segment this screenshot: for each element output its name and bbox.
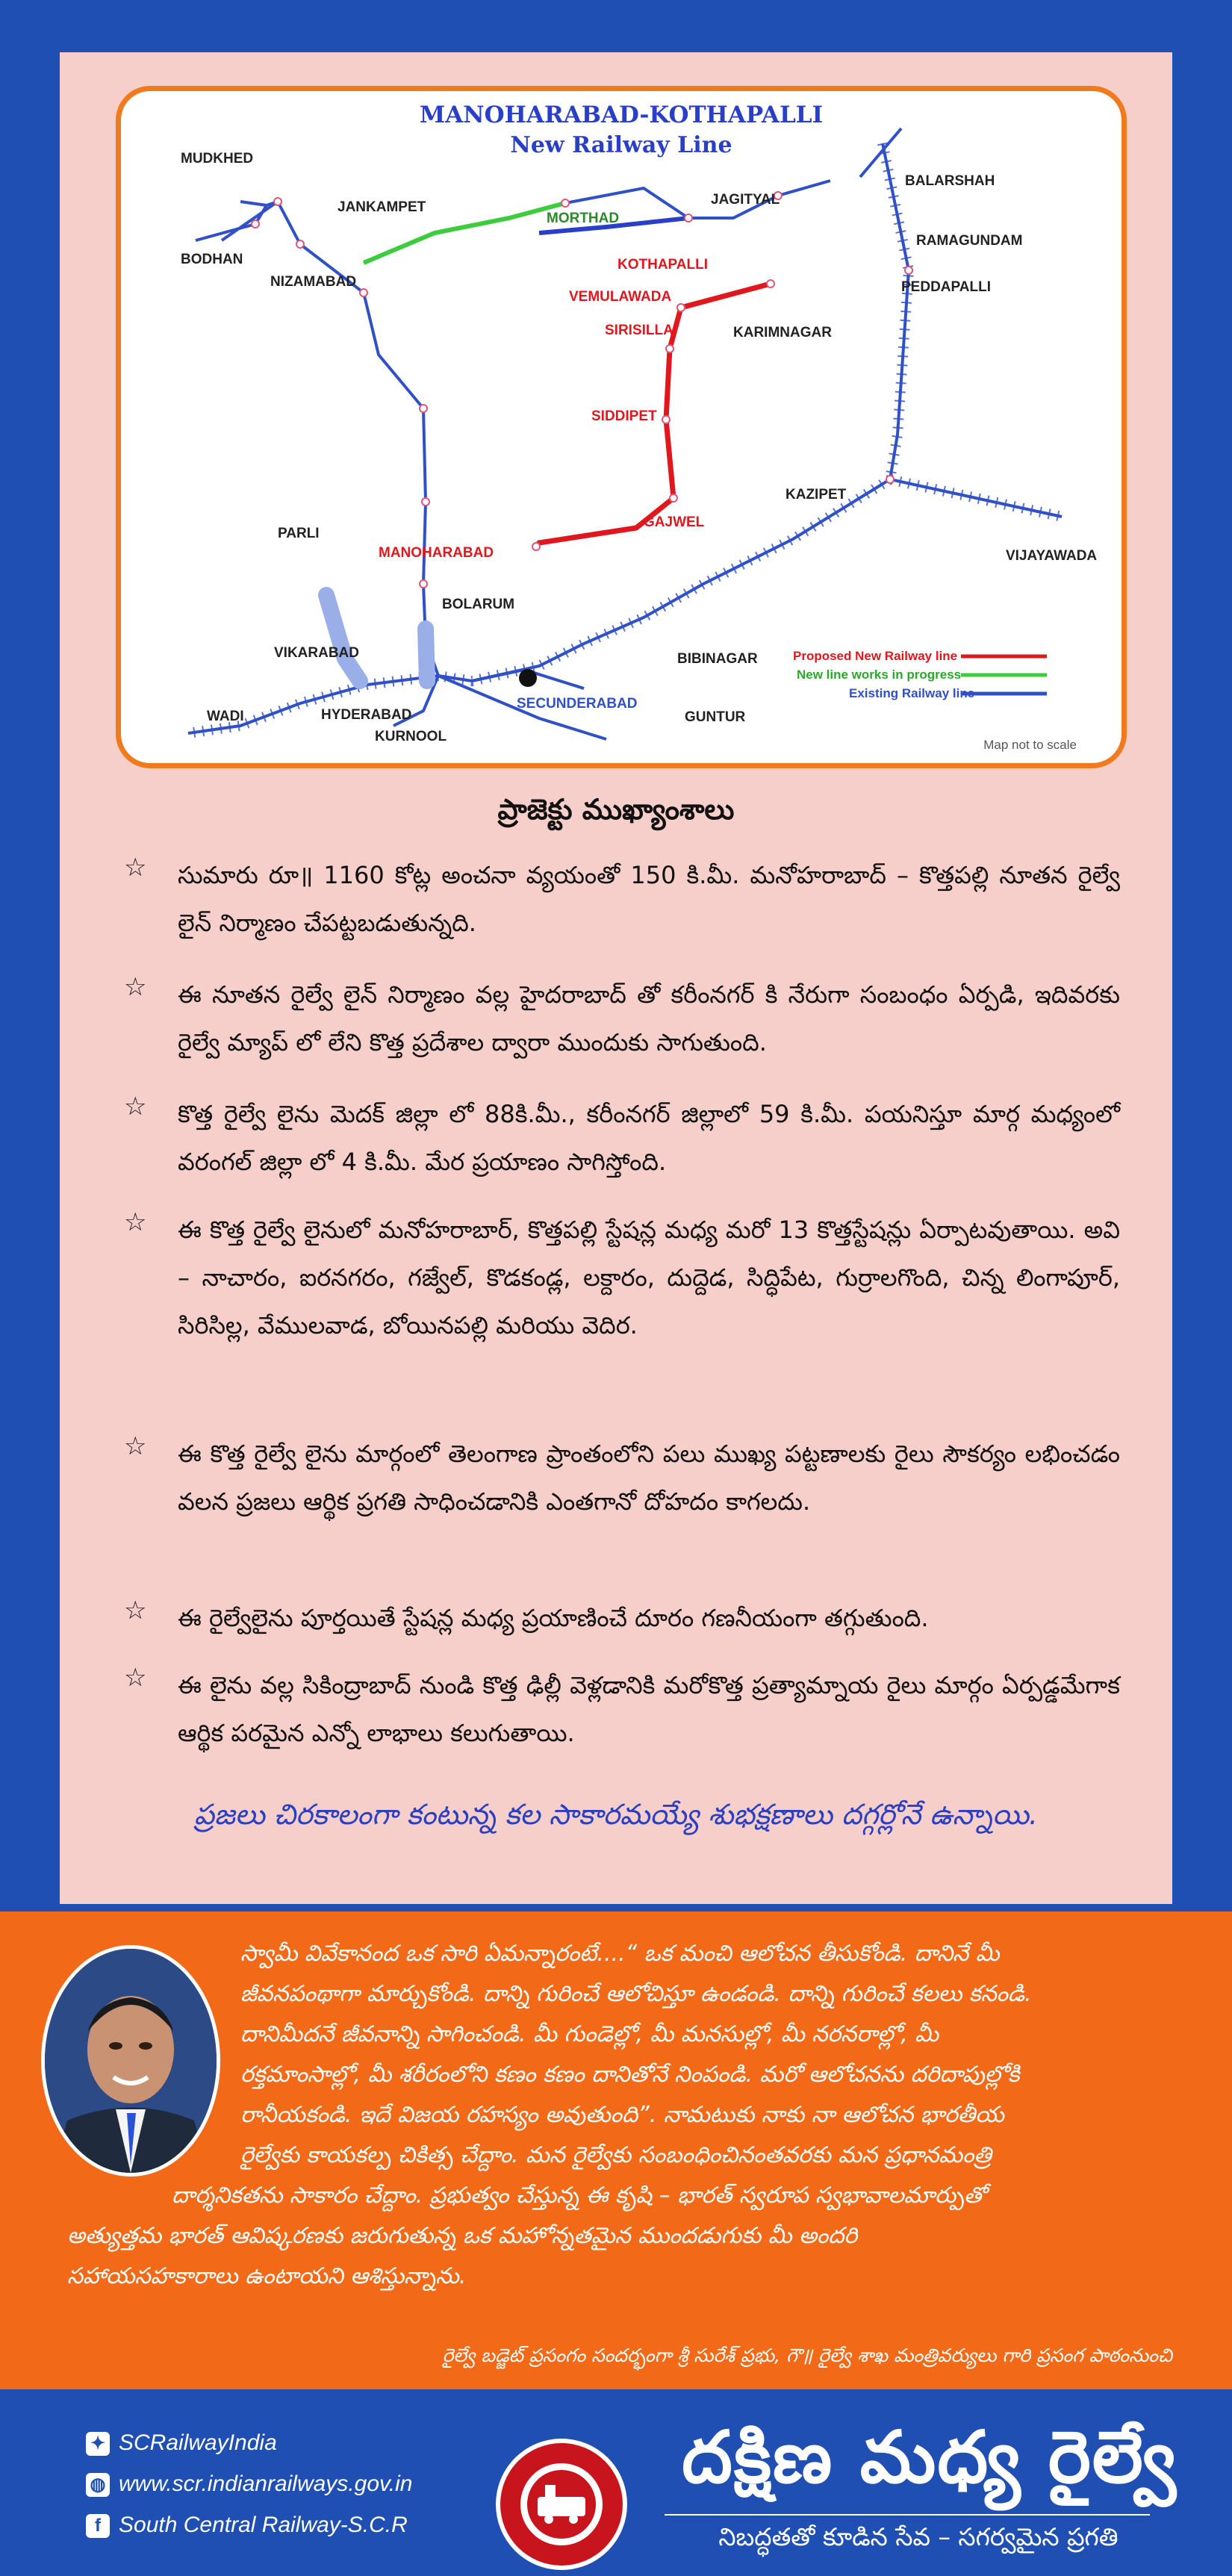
legend-proposed: Proposed New Railway line (793, 649, 958, 663)
twitter-handle: SCRailwayIndia (119, 2430, 277, 2455)
station-manoharabad: MANOHARABAD (379, 545, 494, 561)
map-title: MANOHARABAD-KOTHAPALLI (419, 102, 824, 128)
station-gajwel: GAJWEL (644, 514, 705, 530)
quote-line: రక్తమాంసాల్లో, మీ శరీరంలోని కణం కణం దానితోనే నింపండి. మరో ఆలోచనను దరిదాపుల్లోకి (240, 2062, 1020, 2088)
station-mudkhed: MUDKHED (181, 151, 254, 167)
station-kurnool: KURNOOL (375, 729, 447, 744)
indian-railways-logo-icon (493, 2436, 631, 2574)
line-nizamabad-secunderabad (278, 202, 438, 676)
station-balarshah: BALARSHAH (905, 173, 995, 189)
bullet-text: ఈ కొత్త రైల్వే లైను మార్గంలో తెలంగాణ ప్రాంతంలోని పలు ముఖ్య పట్టణాలకు రైలు సౌకర్యం లభించడం వలన ప్రజలు ఆర్థిక ప్రగతి సాధించడానికి ఎంతగానో దోహదం కాగలదు. (178, 1440, 1120, 1516)
line-mudkhed-jankampet (196, 202, 278, 240)
legend-in-progress: New line works in progress (797, 668, 962, 682)
bullet-3 (112, 1090, 1120, 1186)
station-vijayawada: VIJAYAWADA (1006, 548, 1098, 564)
station-siddipet: SIDDIPET (591, 408, 657, 424)
brand-name: దక్షిణ మధ్య రైల్వే (682, 2415, 1177, 2499)
station-kothapalli: KOTHAPALLI (617, 257, 709, 273)
star-icon: ☆ (124, 1663, 147, 1693)
facebook-link[interactable] (86, 2513, 408, 2538)
station-bodhan: BODHAN (181, 252, 243, 267)
closing-line: ప్రజలు చిరకాలంగా కంటున్న కల సాకారమయ్యే శుభక్షణాలు దగ్గర్లోనే ఉన్నాయి. (193, 1798, 1039, 1831)
globe-icon: ◍ (86, 2473, 110, 2497)
map-lines (121, 91, 1121, 763)
map-subtitle: New Railway Line (510, 132, 732, 158)
quote-line: దార్శనికతను సాకారం చేద్దాం. ప్రభుత్వం చేస్తున్న ఈ కృషి – భారత్ స్వరూప స్వభావాలమార్పుతో (172, 2183, 986, 2209)
station-secunderabad: SECUNDERABAD (517, 696, 638, 712)
star-icon: ☆ (124, 1207, 147, 1237)
bullet-5 (112, 1430, 1120, 1525)
station-sirisilla: SIRISILLA (605, 323, 673, 338)
quote-line: దానిమీదనే జీవనాన్ని సాగించండి. మీ గుండెల్లో, మీ మనసుల్లో, మీ నరనరాల్లో, మీ (240, 2021, 939, 2047)
quote-line: అత్యుత్తమ భారత్ ఆవిష్కరణకు జరుగుతున్న ఒక మహోన్నతమైన ముందడుగుకు మీ అందరి (67, 2223, 858, 2249)
station-wadi: WADI (207, 709, 244, 724)
website-url: www.scr.indianrailways.gov.in (119, 2471, 413, 2496)
website-link[interactable] (86, 2471, 412, 2497)
railway-map (116, 86, 1127, 768)
bullet-7 (112, 1661, 1120, 1757)
bullet-text: సుమారు రూ॥ 1160 కోట్ల అంచనా వ్యయంతో 150 కి.మీ. మనోహరాబాద్ – కొత్తపల్లి నూతన రైల్వే లైన్ నిర్మాణం చేపట్టబడుతున్నది. (178, 861, 1120, 937)
twitter-link[interactable] (86, 2430, 277, 2456)
quote-line: సహాయసహకారాలు ఉంటాయని ఆశిస్తున్నాను. (67, 2263, 467, 2289)
bullet-text: కొత్త రైల్వే లైను మెదక్ జిల్లా లో 88కి.మీ., కరీంనగర్ జిల్లాలో 59 కి.మీ. పయనిస్తూ మార్గ మధ్యంలో వరంగల్ జిల్లా లో 4 కి.మీ. మేర ప్రయాణం సాగిస్తోంది. (178, 1100, 1120, 1176)
legend-existing: Existing Railway line (849, 686, 975, 700)
twitter-icon: ✦ (86, 2432, 110, 2456)
bullet-text: ఈ కొత్త రైల్వే లైనులో మనోహరాబార్, కొత్తపల్లి స్టేషన్ల మధ్య మరో 13 కొత్తస్టేషన్లు ఏర్పాటవుతాయి. అవి – నాచారం, ఐరనగరం, గజ్వేల్, కొడకండ్ల, లక్దారం, దుద్దెడ, సిద్ధిపేట, గుర్రాలగొంది, చిన్న లింగాపూర్, సిరిసిల్ల, వేములవాడ, బోయినపల్లి మరియు వెదిర. (178, 1216, 1120, 1340)
star-icon: ☆ (124, 1431, 147, 1461)
facebook-icon: f (86, 2514, 110, 2538)
station-ramagundam: RAMAGUNDAM (916, 233, 1023, 249)
brand-divider (665, 2514, 1150, 2516)
station-bibinagar: BIBINAGAR (677, 651, 758, 667)
station-jagityal: JAGITYAL (711, 192, 780, 208)
station-jankampet: JANKAMPET (337, 199, 426, 215)
star-icon: ☆ (124, 972, 147, 1002)
bullet-1 (112, 851, 1120, 947)
station-parli: PARLI (278, 526, 320, 541)
section-title: ప్రాజెక్టు ముఖ్యాంశాలు (497, 793, 735, 826)
station-vemulawada: VEMULAWADA (569, 289, 672, 305)
station-bolarum: BOLARUM (442, 597, 515, 612)
bullet-text: ఈ రైల్వేలైను పూర్తయితే స్టేషన్ల మధ్య ప్రయాణించే దూరం గణనీయంగా తగ్గుతుంది. (178, 1604, 929, 1632)
facebook-page: South Central Railway-S.C.R (119, 2513, 408, 2537)
station-guntur: GUNTUR (685, 709, 746, 725)
bullet-6 (112, 1594, 1120, 1642)
station-karimnagar: KARIMNAGAR (733, 325, 832, 340)
quote-line: రైల్వేకు కాయకల్ప చికిత్స చేద్దాం. మన రైల్వేకు సంబంధించినంతవరకు మన ప్రధానమంత్రి (240, 2142, 992, 2168)
station-peddapalli: PEDDAPALLI (901, 279, 991, 295)
star-icon: ☆ (124, 1092, 147, 1121)
bullet-2 (112, 971, 1120, 1066)
station-kazipet: KAZIPET (785, 487, 847, 503)
star-icon: ☆ (124, 1596, 147, 1625)
map-scale-note: Map not to scale (983, 738, 1077, 752)
station-hyderabad: HYDERABAD (321, 707, 412, 723)
star-icon: ☆ (124, 853, 147, 883)
brand-tagline: నిబద్ధతతో కూడిన సేవ – సగర్వమైన ప్రగతి (718, 2522, 1119, 2551)
bullet-text: ఈ నూతన రైల్వే లైన్ నిర్మాణం వల్ల హైదరాబాద్ తో కరీంనగర్ కి నేరుగా సంబంధం ఏర్పడి, ఇదివరకు రైల్వే మ్యాప్ లో లేని కొత్త ప్రదేశాల ద్వారా ముందుకు సాగుతుంది. (178, 980, 1120, 1057)
station-vikarabad: VIKARABAD (274, 645, 359, 661)
station-morthad: MORTHAD (547, 211, 620, 226)
quote-credit: రైల్వే బడ్జెట్ ప్రసంగం సందర్భంగా శ్రీ సురేశ్ ప్రభు, గౌ॥ రైల్వే శాఖ మంత్రివర్యులు గారి ప్రసంగ పాఠంనుంచి (442, 2345, 1172, 2366)
quote-line: రానీయకండి. ఇదే విజయ రహస్యం అవుతుంది”. నామటుకు నాకు నా ఆలోచన భారతీయ (240, 2102, 1004, 2128)
secunderabad-hub-icon (519, 669, 537, 687)
bullet-4 (112, 1206, 1120, 1349)
quote-line: జీవనపంథాగా మార్చుకోండి. దాన్ని గురించే ఆలోచిస్తూ ఉండండి. దాన్ని గురించే కలలు కనండి. (240, 1981, 1032, 2007)
quote-text (67, 1934, 1172, 2297)
station-nizamabad: NIZAMABAD (270, 274, 357, 290)
bullet-text: ఈ లైను వల్ల సికింద్రాబాద్ నుండి కొత్త ఢిల్లీ వెళ్లడానికి మరోకొత్త ప్రత్యామ్నాయ రైలు మార్గం ఏర్పడ్డమేగాక ఆర్థిక పరమైన ఎన్నో లాభాలు కలుగుతాయి. (178, 1671, 1120, 1747)
quote-line: స్వామీ వివేకానంద ఒక సారి ఏమన్నారంటే....“ ఒక మంచి ఆలోచన తీసుకోండి. దానినే మీ (240, 1941, 1000, 1967)
